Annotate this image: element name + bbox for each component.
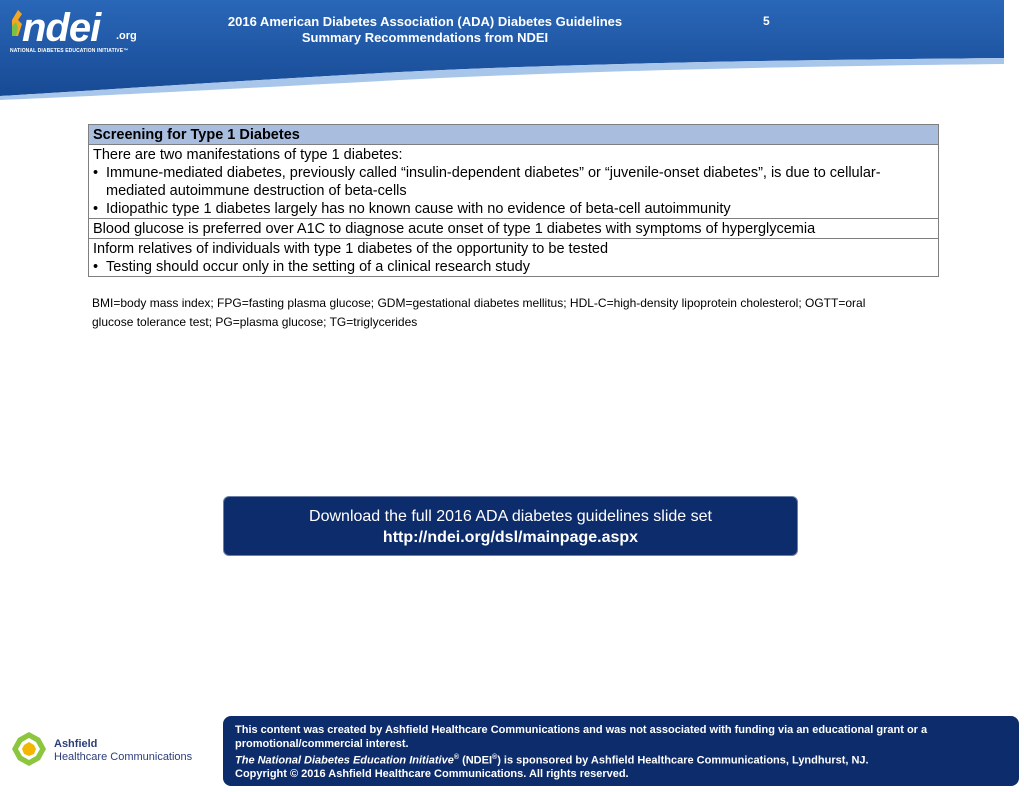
bullet-icon: • <box>93 201 99 217</box>
footer-ndei-abbr: (NDEI <box>462 754 493 767</box>
footer-disclaimer <box>223 716 1019 786</box>
list-item <box>93 200 934 218</box>
page-title <box>185 14 665 46</box>
ashfield-logo[interactable] <box>10 730 193 770</box>
footer-line-1: This content was created by Ashfield Healthcare Communications and was not associated with funding via an educational grant or a promotional/commercial interest. <box>235 724 928 750</box>
footer-ndei-name: The National Diabetes Education Initiative <box>235 754 454 767</box>
reg-mark: ® <box>453 754 459 761</box>
page-header <box>0 0 1024 100</box>
download-banner[interactable] <box>223 496 798 556</box>
screening-table <box>88 124 939 277</box>
ndei-logo[interactable] <box>10 8 140 58</box>
footer-sponsor: ) is sponsored by Ashfield Healthcare Communications, Lyndhurst, NJ. <box>497 754 869 767</box>
table-row <box>89 239 938 276</box>
logo-tagline: NATIONAL DIABETES EDUCATION INITIATIVE™ <box>10 48 129 54</box>
row-intro: There are two manifestations of type 1 diabetes: <box>93 147 403 163</box>
table-row <box>89 145 938 219</box>
table-row <box>89 219 938 239</box>
row-intro: Inform relatives of individuals with type 1 diabetes of the opportunity to be tested <box>93 241 609 257</box>
row-text: Blood glucose is preferred over A1C to diagnose acute onset of type 1 diabetes with symptoms of hyperglycemia <box>93 221 816 237</box>
bullet-icon: • <box>93 259 99 275</box>
ashfield-sub: Healthcare Communications <box>54 751 193 763</box>
bullet-text: Idiopathic type 1 diabetes largely has no known cause with no evidence of beta-cell autoimmunity <box>106 201 731 217</box>
title-line-2: Summary Recommendations from NDEI <box>301 30 549 45</box>
bullet-text: Testing should occur only in the setting of a clinical research study <box>106 259 530 275</box>
bullet-icon: • <box>93 165 99 181</box>
download-link[interactable]: http://ndei.org/dsl/mainpage.aspx <box>382 529 639 546</box>
reg-mark: ® <box>492 754 498 761</box>
table-heading: Screening for Type 1 Diabetes <box>89 125 938 145</box>
footer-text <box>235 724 1005 782</box>
logo-org: .org <box>116 30 137 42</box>
page-number: 5 <box>763 14 770 28</box>
list-item <box>93 258 934 276</box>
title-line-1: 2016 American Diabetes Association (ADA) Diabetes Guidelines <box>227 14 623 29</box>
download-text: Download the full 2016 ADA diabetes guidelines slide set <box>309 508 712 525</box>
ashfield-name: Ashfield <box>54 738 98 750</box>
footer-line-2 <box>235 751 1005 768</box>
ashfield-mark-icon <box>10 730 48 768</box>
bullet-text: Immune-mediated diabetes, previously called “insulin-dependent diabetes” or “juvenile-onset diabetes”, is due to cellular-mediated autoimmune destruction of beta-cells <box>106 165 881 199</box>
abbreviations-footnote: BMI=body mass index; FPG=fasting plasma glucose; GDM=gestational diabetes mellitus; HDL-C=high-density lipoprotein cholesterol; OGTT=oral glucose tolerance test; PG=plasma glucose; TG=triglycerides <box>92 296 866 329</box>
footer-copyright: Copyright © 2016 Ashfield Healthcare Communications. All rights reserved. <box>235 768 629 781</box>
list-item <box>93 164 934 200</box>
logo-word: ndei <box>22 6 101 50</box>
